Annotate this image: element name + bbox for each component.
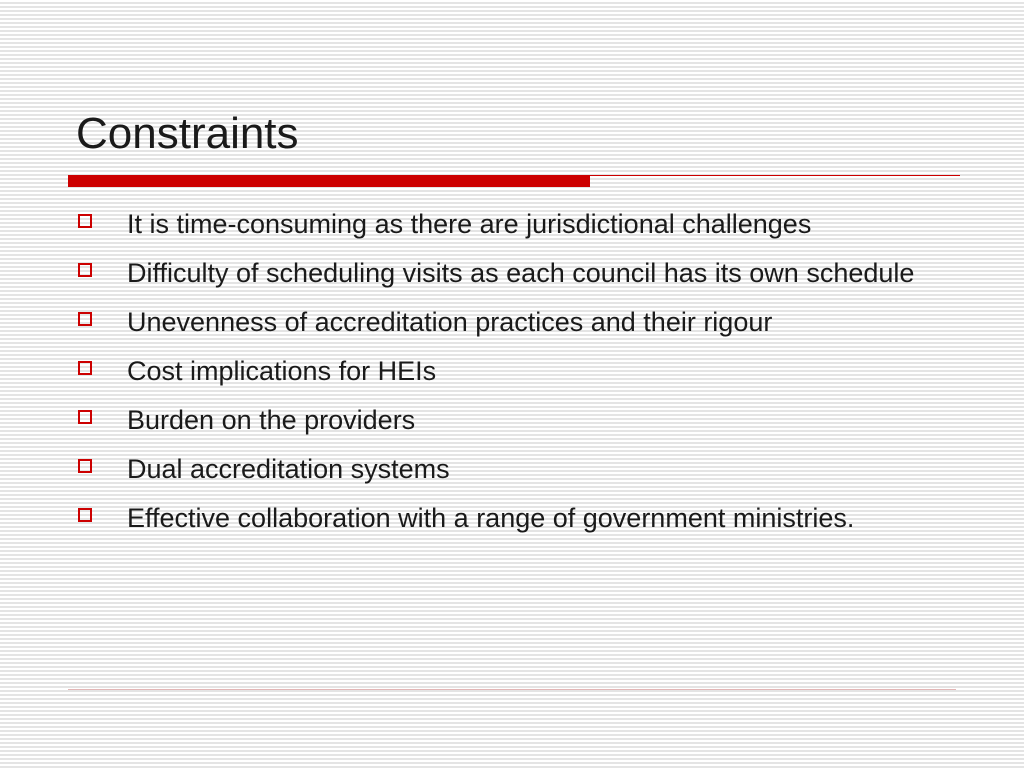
bullet-text: Unevenness of accreditation practices and their rigour bbox=[127, 307, 773, 337]
bullet-item bbox=[76, 302, 946, 342]
bullet-item bbox=[76, 253, 946, 293]
title-underline-thick bbox=[68, 175, 590, 187]
footer-divider bbox=[68, 689, 956, 690]
hollow-square-icon bbox=[78, 459, 92, 473]
bullet-text: It is time-consuming as there are jurisdictional challenges bbox=[127, 209, 812, 239]
hollow-square-icon bbox=[78, 361, 92, 375]
title-underline-thin bbox=[590, 175, 960, 176]
slide-title: Constraints bbox=[76, 109, 299, 158]
bullet-item bbox=[76, 351, 946, 391]
bullet-item bbox=[76, 449, 946, 489]
bullet-list bbox=[76, 204, 946, 547]
hollow-square-icon bbox=[78, 508, 92, 522]
bullet-item bbox=[76, 204, 946, 244]
bullet-text: Burden on the providers bbox=[127, 405, 416, 435]
hollow-square-icon bbox=[78, 263, 92, 277]
hollow-square-icon bbox=[78, 312, 92, 326]
bullet-text: Difficulty of scheduling visits as each council has its own schedule bbox=[127, 258, 915, 288]
bullet-text: Dual accreditation systems bbox=[127, 454, 450, 484]
bullet-text: Cost implications for HEIs bbox=[127, 356, 437, 386]
bullet-item bbox=[76, 498, 946, 538]
hollow-square-icon bbox=[78, 214, 92, 228]
hollow-square-icon bbox=[78, 410, 92, 424]
bullet-text: Effective collaboration with a range of government ministries. bbox=[127, 503, 855, 533]
bullet-item bbox=[76, 400, 946, 440]
